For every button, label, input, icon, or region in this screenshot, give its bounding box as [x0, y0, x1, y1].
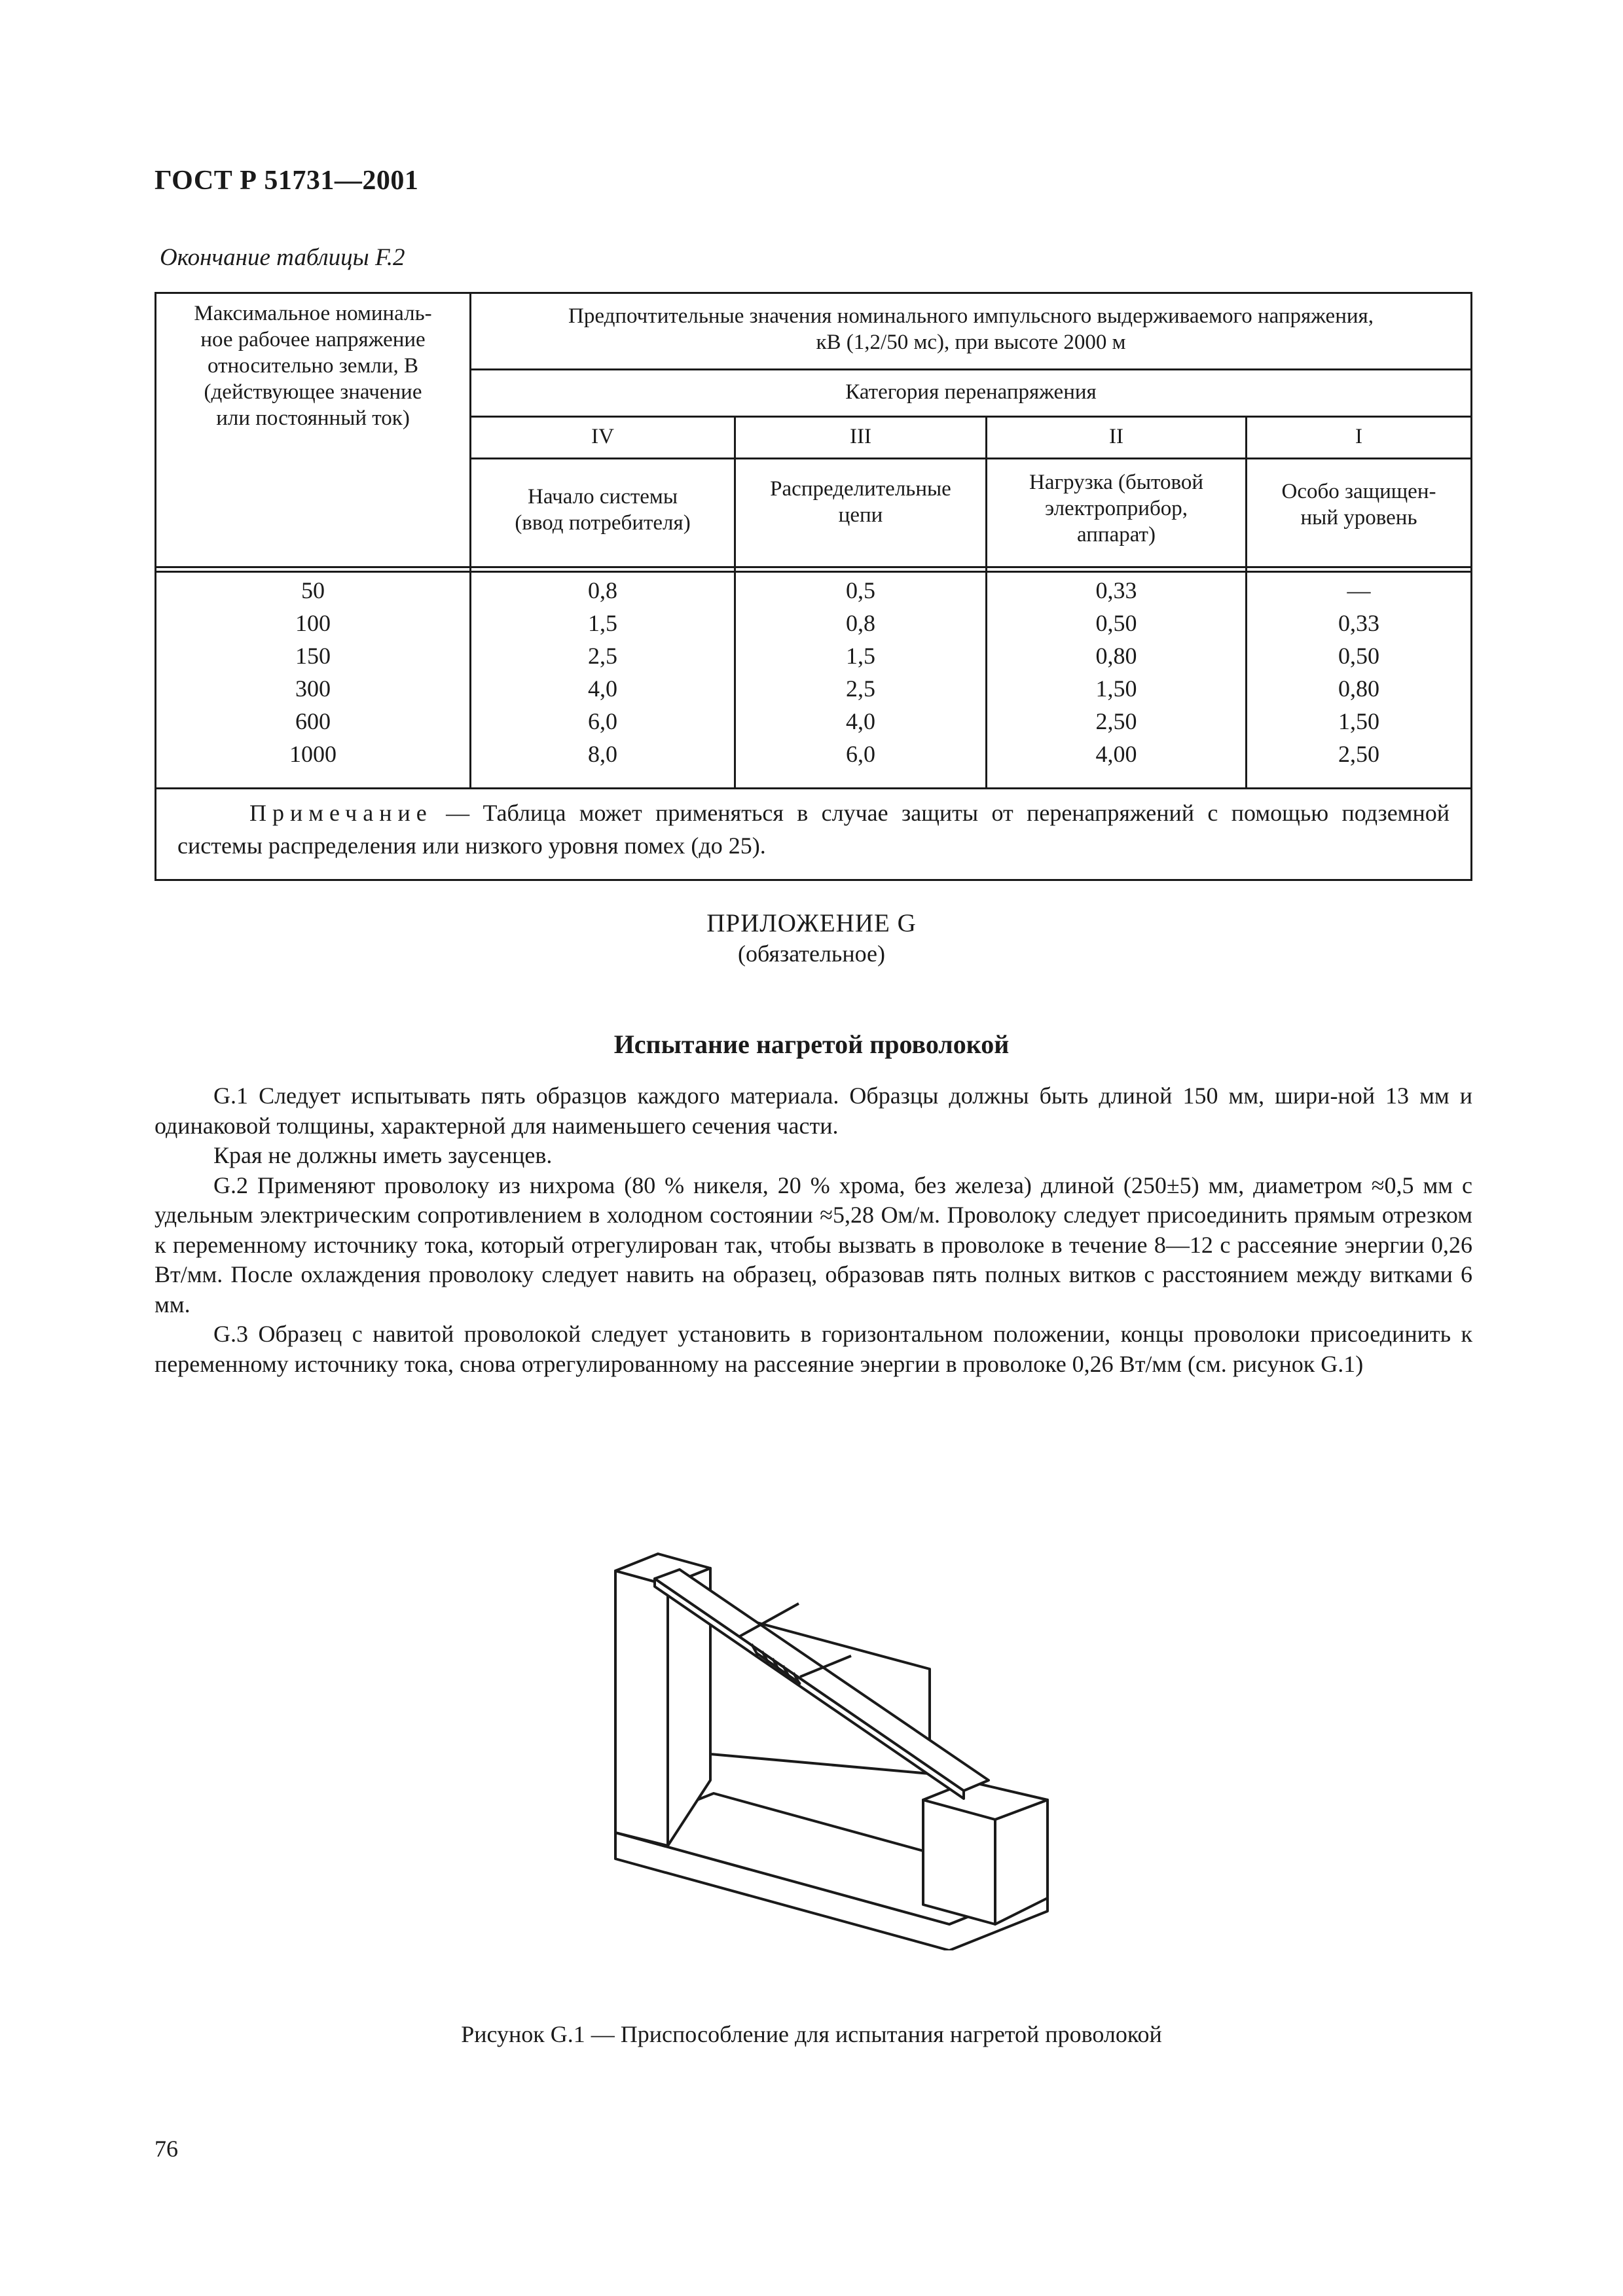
table-row: 100 1,5 0,8 0,50 0,33	[295, 610, 1379, 636]
appendix-title: ПРИЛОЖЕНИЕ G	[706, 909, 917, 937]
category-i: I	[1355, 425, 1362, 448]
table-row: 600 6,0 4,0 2,50 1,50	[295, 708, 1379, 734]
paragraph-g1: G.1 Следует испытывать пять образцов каждого материала. Образцы должны быть длиной 150 мм, шири-ной 13 мм и одинаковой толщины, характерной для наименьшего сечения части.	[155, 1083, 1472, 1139]
section-title: Испытание нагретой проволокой	[613, 1030, 1010, 1059]
appendix-body	[155, 1081, 1472, 1379]
table-row: 150 2,5 1,5 0,80 0,50	[295, 643, 1379, 669]
table-row: 50 0,8 0,5 0,33 —	[301, 577, 1371, 603]
category-iii: III	[850, 425, 871, 448]
paragraph-g3: G.3 Образец с навитой проволокой следует установить в горизонтальном положении, концы проволоки присоединить к переменному источнику тока, снова отрегулированному на рассеяние энергии в проволоке 0,26 Вт/мм (см. рисунок G.1)	[155, 1321, 1472, 1377]
table-body	[156, 574, 1470, 770]
category-iv-desc: Начало системы (ввод потребителя)	[515, 485, 691, 535]
paragraph-burrs: Края не должны иметь заусенцев.	[213, 1142, 553, 1168]
figure-caption: Рисунок G.1 — Приспособление для испытания нагретой проволокой	[461, 2021, 1162, 2047]
category-iv: IV	[591, 425, 614, 448]
table-caption: Окончание таблицы F.2	[160, 244, 405, 271]
hot-wire-test-fixture-figure	[602, 1505, 1061, 1950]
table-row: 300 4,0 2,5 1,50 0,80	[295, 675, 1379, 702]
group-header: Предпочтительные значения номинального импульсного выдерживаемого напряжения, кВ (1,2/50 мс), при высоте 2000 м	[568, 304, 1374, 354]
note-text: — Таблица может применяться в случае защиты от перенапряжений с помощью подземной системы распределения или низкого уровня помех (до 25).	[177, 800, 1450, 859]
category-ii: II	[1109, 425, 1123, 448]
category-header: Категория перенапряжения	[845, 380, 1097, 404]
page-number: 76	[155, 2136, 178, 2162]
voltage-table	[155, 292, 1472, 881]
document-code: ГОСТ Р 51731—2001	[155, 166, 419, 196]
category-ii-desc: Нагрузка (бытовой электроприбор, аппарат)	[1029, 471, 1203, 547]
appendix-subtitle: (обязательное)	[738, 941, 885, 967]
table-note	[177, 797, 1450, 862]
table-row: 1000 8,0 6,0 4,00 2,50	[289, 741, 1379, 767]
note-label: Примечание	[249, 800, 433, 826]
col-max-voltage-header: Максимальное номиналь- ное рабочее напряжение относительно земли, В (действующее значение или постоянный ток)	[194, 302, 432, 430]
paragraph-g2: G.2 Применяют проволоку из нихрома (80 % никеля, 20 % хрома, без железа) длиной (250±5) мм, диаметром ≈0,5 мм с удельным электрическим сопротивлением в холодном состоянии ≈5,28 Ом/м. Проволоку следует присоединить прямым отрезком к переменному источнику тока, который отрегулирован так, чтобы вызвать в проволоке в течение 8—12 с рассеяние энергии 0,26 Вт/мм. После охлаждения проволоку следует навить на образец, образовав пять полных витков с расстоянием между витками 6 мм.	[155, 1172, 1472, 1318]
category-iii-desc: Распределительные цепи	[770, 477, 951, 527]
category-i-desc: Особо защищен- ный уровень	[1281, 480, 1436, 529]
